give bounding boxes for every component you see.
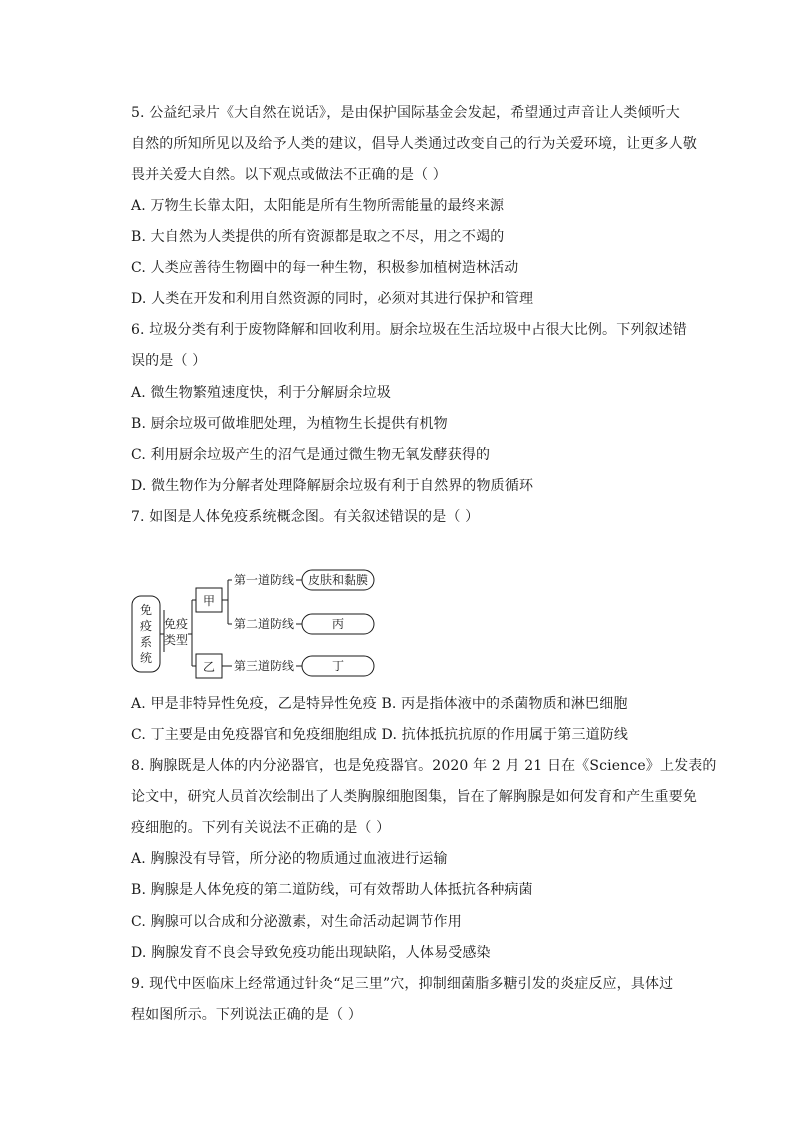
q6-option-a: A. 微生物繁殖速度快，利于分解厨余垃圾 [131, 385, 392, 401]
q6-option-b: B. 厨余垃圾可做堆肥处理，为植物生长提供有机物 [131, 416, 448, 432]
box1-text: 皮肤和黏膜 [307, 573, 369, 587]
root-text-2: 疫 [139, 619, 153, 633]
q9-stem-line-2: 程如图所示。下列说法正确的是（ ） [131, 1007, 362, 1023]
q5-stem-line-3: 畏并关爱大自然。以下观点或做法不正确的是（ ） [131, 167, 447, 183]
immune-system-diagram [130, 560, 390, 690]
immune-system-concept-map [130, 560, 390, 690]
q6-stem-line-1: 6. 垃圾分类有利于废物降解和回收利用。厨余垃圾在生活垃圾中占很大比例。下列叙述错 [131, 322, 687, 338]
line1-label: 第一道防线 [234, 573, 295, 587]
q5-option-d: D. 人类在开发和利用自然资源的同时，必须对其进行保护和管理 [131, 291, 534, 307]
q8-stem-line-3: 疫细胞的。下列有关说法不正确的是（ ） [131, 820, 391, 836]
q5-stem-line-1: 5. 公益纪录片《大自然在说话》，是由保护国际基金会发起，希望通过声音让人类倾听大 [131, 105, 680, 121]
jia-text: 甲 [202, 594, 216, 608]
q5-option-c: C. 人类应善待生物圈中的每一种生物，积极参加植树造林活动 [131, 260, 519, 276]
q7-stem: 7. 如图是人体免疫系统概念图。有关叙述错误的是（ ） [131, 509, 480, 525]
q5-option-b: B. 大自然为人类提供的所有资源都是取之不尽，用之不竭的 [131, 229, 505, 245]
line3-label: 第三道防线 [234, 659, 295, 673]
q8-option-d: D. 胸腺发育不良会导致免疫功能出现缺陷，人体易受感染 [131, 945, 491, 961]
q9-stem-line-1: 9. 现代中医临床上经常通过针灸“足三里”穴，抑制细菌脂多糖引发的炎症反应，具体过 [131, 976, 674, 992]
root-text-3: 系 [139, 635, 153, 649]
q8-option-b: B. 胸腺是人体免疫的第二道防线，可有效帮助人体抵抗各种病菌 [131, 882, 533, 898]
root-text-1: 免 [139, 603, 153, 617]
q5-option-a: A. 万物生长靠太阳，太阳能是所有生物所需能量的最终来源 [131, 198, 505, 214]
q8-stem-line-1: 8. 胸腺既是人体的内分泌器官，也是免疫器官。2020 年 2 月 21 日在《Science》上发表的 [131, 758, 717, 774]
q5-stem-line-2: 自然的所知所见以及给予人类的建议，倡导人类通过改变自己的行为关爱环境，让更多人敬 [131, 136, 697, 152]
line2-label: 第二道防线 [234, 617, 295, 631]
box2-text: 丙 [331, 617, 345, 631]
type-text-1: 免疫 [163, 617, 189, 631]
type-text-2: 类型 [163, 633, 189, 647]
q8-option-c: C. 胸腺可以合成和分泌激素，对生命活动起调节作用 [131, 914, 462, 930]
yi-text: 乙 [202, 660, 216, 674]
q7-options-ab: A. 甲是非特异性免疫，乙是特异性免疫 B. 丙是指体液中的杀菌物质和淋巴细胞 [131, 696, 628, 712]
q7-options-cd: C. 丁主要是由免疫器官和免疫细胞组成 D. 抗体抵抗抗原的作用属于第三道防线 [131, 727, 629, 743]
q8-option-a: A. 胸腺没有导管，所分泌的物质通过血液进行运输 [131, 851, 448, 867]
q6-option-d: D. 微生物作为分解者处理降解厨余垃圾有利于自然界的物质循环 [131, 478, 534, 494]
box3-text: 丁 [331, 659, 345, 673]
q6-stem-line-2: 误的是（ ） [131, 353, 207, 369]
root-text-4: 统 [139, 651, 153, 665]
q6-option-c: C. 利用厨余垃圾产生的沼气是通过微生物无氧发酵获得的 [131, 447, 491, 463]
q8-stem-line-2: 论文中，研究人员首次绘制出了人类胸腺细胞图集，旨在了解胸腺是如何发育和产生重要免 [131, 789, 697, 805]
